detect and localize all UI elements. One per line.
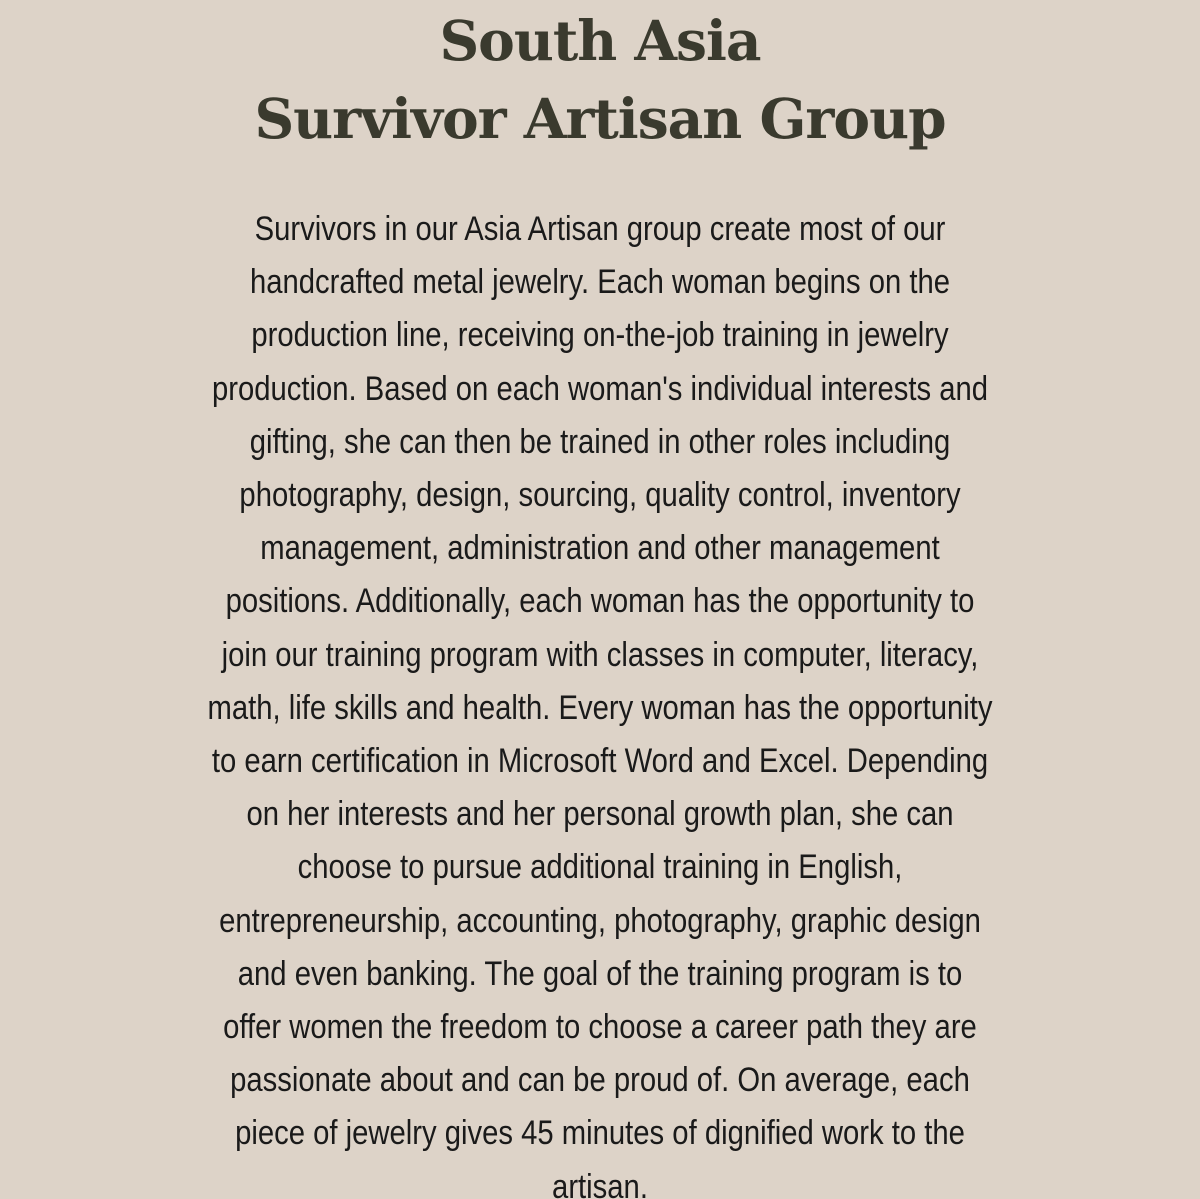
paragraph-line: on her interests and her personal growth plan, she can [246,795,954,834]
paragraph-line: handcrafted metal jewelry. Each woman begins on the [249,263,950,302]
paragraph-line: production. Based on each woman's individual interests and [211,369,989,408]
page-title [0,2,1200,158]
paragraph-line: and even banking. The goal of the training program is to [237,954,963,993]
title-line-2: Survivor Artisan Group [254,86,946,151]
paragraph-line: artisan. [552,1167,648,1199]
paragraph-line: management, administration and other management [260,529,940,568]
paragraph-line: positions. Additionally, each woman has the opportunity to [225,582,975,621]
paragraph-line: math, life skills and health. Every woman has the opportunity [207,688,993,727]
paragraph-line: piece of jewelry gives 45 minutes of dignified work to the [235,1114,965,1153]
paragraph-line: to earn certification in Microsoft Word and Excel. Depending [211,742,989,781]
description-paragraph [179,203,1022,1199]
paragraph-line: production line, receiving on-the-job training in jewelry [251,316,949,355]
paragraph-line: choose to pursue additional training in English, [297,848,903,887]
paragraph-line: offer women the freedom to choose a career path they are [223,1008,977,1047]
paragraph-line: entrepreneurship, accounting, photography, graphic design [219,901,981,940]
title-line-1: South Asia [439,8,761,73]
paragraph-line: gifting, she can then be trained in other roles including [249,422,951,461]
paragraph-line: passionate about and can be proud of. On average, each [230,1061,970,1100]
paragraph-line: join our training program with classes in computer, literacy, [221,635,979,674]
paragraph-line: photography, design, sourcing, quality control, inventory [239,476,961,515]
paragraph-line: Survivors in our Asia Artisan group create most of our [254,210,946,248]
